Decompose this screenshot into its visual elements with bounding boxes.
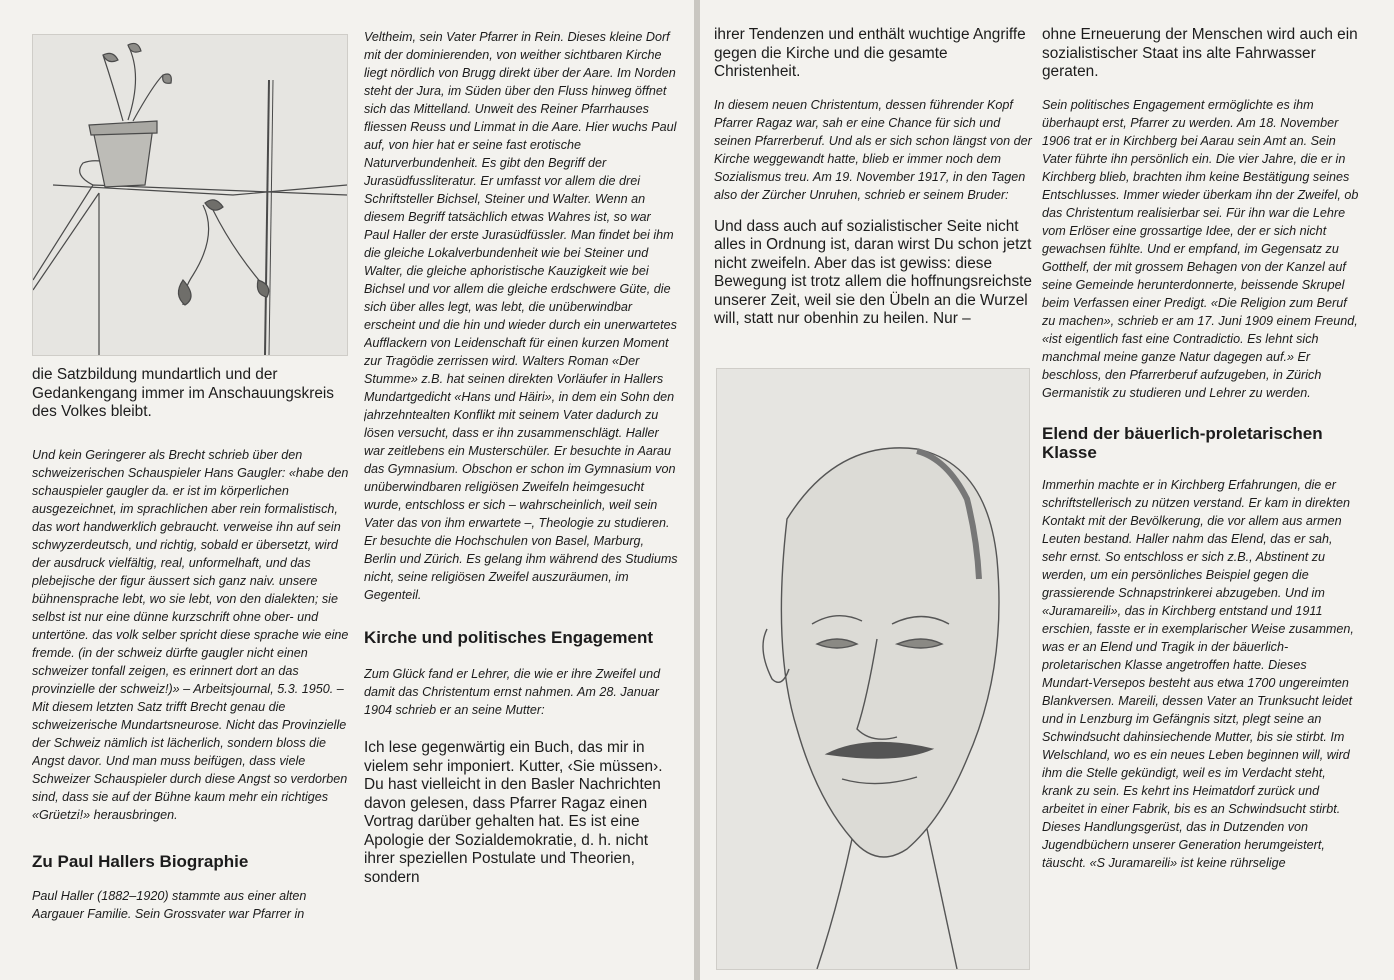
heading-elend: Elend der bäuerlich-proletarischen Klasse (1042, 423, 1323, 462)
heading-biographie: Zu Paul Hallers Biographie (32, 851, 249, 871)
right-column-2 (1042, 26, 1360, 976)
juramareili-paragraph: Immerhin machte er in Kirchberg Erfahrungen, die er schriftstellerisch zu nützen verstand. Er kam in direkten Kontakt mit der Bevölkerung, die vor allem aus armen Leuten bestand. Haller nahm das Elend, das er sah, sehr ernst. So entschloss er sich z.B., Abstinent zu werden, um ein persönliches Beispiel gegen die grassierende Schnapstrinkerei abzugeben. Und im «Juramareili», das in Kirchberg entstand und 1911 erschien, fasste er in exemplarischer Weise zusammen, was er an Elend und Tragik in der bäuerlich-proletarischen Klasse angetroffen hatte. Dieses Mundart-Versepos besteht aus etwa 1700 ungereimten Blankversen. Mareili, dessen Vater an Trunksucht leidet und in Lenzburg im Gefängnis sitzt, plegt seine an Schwindsucht dahinsiechende Mutter, bis sie stirbt. Im Welschland, wo es ein neues Leben beginnen will, wird ihm die Stelle gekündigt, weil es im Verdacht steht, krank zu sein. Es kehrt ins Heimatdorf zurück und arbeitet in einer Fabrik, bis es an Schwindsucht stirbt. Dieses Handlungsgerüst, das in Dutzenden von Jugendbüchern unserer Generation herumgeistert, täuscht. «S Juramareili» ist keine rührselige (1042, 477, 1354, 870)
caption-continuation: die Satzbildung mundartlich und der Gedankengang immer im Anschauungskreis des Volkes bleibt. (32, 366, 334, 420)
flowerpot-drawing-icon (33, 35, 347, 355)
ragaz-paragraph: In diesem neuen Christentum, dessen führender Kopf Pfarrer Ragaz war, sah er eine Chance für sich und seinen Pfarrerberuf. Und als er sich schon längst von der Kirche weggewandt hatte, blieb er immer noch dem Sozialismus treu. Am 19. November 1917, in den Tagen also der Zürcher Unruhen, schrieb er seinem Bruder: (714, 97, 1032, 202)
brecht-paragraph: Und kein Geringerer als Brecht schrieb über den schweizerischen Schauspieler Hans Gaugler: «habe den schauspieler gaugler da. er ist im körperlichen ausgezeichnet, im sprachlichen aber rein formalistisch, das wort handwerklich gebraucht. verweise ihn auf sein schwyzerdeutsch, und richtig, sobald er übersetzt, wird der ausdruck vielfältig, real, unformelhaft, und das plebejische der figur äussert sich ganz naiv. unsere bühnensprache lebt, wo sie lebt, von den dialekten; sie selbst ist nur eine dünne kurzschrift ohne ober- und untertöne. das volk selber spricht diese sprache wie eine fremde. (in der schweiz dürfte gaugler nicht einen schweizer tonfall zeigen, es erinnert dort an das provinzielle der schweiz!)» – Arbeitsjournal, 5.3. 1950. – Mit diesem letzten Satz trifft Brecht genau die schweizerische Mundartsneurose. Nicht das Provinzielle der Schweiz nämlich ist lächerlich, sondern bloss die Angst davor. Und man muss beifügen, dass viele Schweizer Schauspieler durch diese Angst so verdorben sind, dass sie auf der Bühne kaum mehr ein richtiges «Grüetzi!» herausbringen. (32, 447, 349, 822)
biography-start: Paul Haller (1882–1920) stammte aus einer alten Aargauer Familie. Sein Grossvater war Pfarrer in (32, 888, 307, 921)
right-page (700, 0, 1394, 980)
left-column-2 (364, 28, 678, 978)
biography-continuation: Veltheim, sein Vater Pfarrer in Rein. Dieses kleine Dorf mit der dominierenden, von weither sichtbaren Kirche liegt nördlich von Brugg direkt über der Aare. Im Norden steht der Jura, im Süden über den Fluss hinweg öffnet sich das Mittelland. Unweit des Reiner Pfarrhauses fliessen Reuss und Limmat in die Aare. Hier wuchs Paul auf, von hier hat er seine fast erotische Naturverbundenheit. Es gibt den Begriff der Jurasüdfussliteratur. Er umfasst vor allem die drei Schriftsteller Bichsel, Steiner und Walter. Wenn an diesem Begriff tatsächlich etwas Wahres ist, so war Paul Haller der erste Jurasüdfüssler. Man findet bei ihm die gleiche Lokalverbundenheit wie bei Steiner und Walter, die gleiche aphoristische Kauzigkeit wie bei Bichsel und vor allem die gleiche erdschwere Güte, die sich über alles legt, was lebt, die unüberwindbar erscheint und die hin und wieder durch ein unerwartetes Aufflackern von Leidenschaft für einen kurzen Moment zur Tragödie zerrissen wird. Walters Roman «Der Stumme» z.B. hat seinen direkten Vorläufer in Hallers Mundartgedicht «Hans und Häiri», in dem ein Sohn den jahrzehntealten Konflikt mit seinem Vater dadurch zu lösen versucht, dass er ihn zusammenschlägt. Haller war zeitlebens ein Musterschüler. Er besuchte in Aarau das Gymnasium. Obschon er schon im Gymnasium von unüberwindbaren religiösen Zweifeln heimgesucht wurde, entschloss er sich – wahrscheinlich, weil sein Vater das von ihm erwartete –, Theologie zu studieren. Er besuchte die Hochschulen von Basel, Marburg, Berlin und Zürich. Es gelang ihm während des Studiums nicht, seine religiösen Zweifel auszuräumen, im Gegenteil. (364, 30, 678, 602)
heading-kirche: Kirche und politisches Engagement (364, 628, 654, 647)
left-column-1 (32, 366, 350, 966)
portrait-drawing-icon (717, 369, 1029, 969)
kirchberg-paragraph: Sein politisches Engagement ermöglichte es ihm überhaupt erst, Pfarrer zu werden. Am 18. November 1906 trat er in Kirchberg bei Aarau sein Amt an. Sein Vater führte ihn persönlich ein. Die vier Jahre, die er in Kirchberg blieb, brachten ihm keine Bestätigung seines Entschlusses. Immer wieder überkam ihn der Zweifel, ob das Christentum realisierbar sei. Für ihn war die Lehre vom Erlöser eine grossartige Idee, der er sich nicht gewachsen fühlte. Und er empfand, im Gegensatz zu Gotthelf, der mit grossem Behagen von der Kanzel auf seine Gemeinde herunterdonnerte, beissende Skrupel beim Verfassen einer Predigt. «Die Religion zum Beruf zu machen», schrieb er am 17. Juni 1909 einem Freund, «ist eigentlich fast eine Contradictio. Es lehnt sich manchmal meine ganze Natur dagegen auf.» Er beschloss, den Pfarrerberuf aufzugeben, in Zürich Germanistik zu studieren und Lehrer zu werden. (1042, 97, 1359, 400)
left-page (0, 0, 694, 980)
brother-letter-quote: Und dass auch auf sozialistischer Seite nicht alles in Ordnung ist, daran wirst Du schon jetzt nicht zweifeln. Aber das ist gewiss: diese Bewegung ist trotz allem die hoffnungsreichste unserer Zeit, weil sie den Übeln an die Wurzel will, statt nur obenhin zu heilen. Nur – (714, 217, 1032, 327)
still-life-sketch (32, 34, 348, 356)
quote-end: ohne Erneuerung der Menschen wird auch ein sozialistischer Staat ins alte Fahrwasser geraten. (1042, 26, 1358, 80)
letter-quote: Ich lese gegenwärtig ein Buch, das mir in vielem sehr imponiert. Kutter, ‹Sie müssen›. Du hast vielleicht in den Basler Nachrichten davon gelesen, dass Pfarrer Ragaz einen Vortrag darüber gehalten hat. Es ist eine Apologie der Sozialdemokratie, d. h. nicht ihrer speziellen Postulate und Theorien, sondern (364, 739, 663, 886)
portrait-sketch (716, 368, 1030, 970)
quote-continuation: ihrer Tendenzen und enthält wuchtige Angriffe gegen die Kirche und die gesamte Christenheit. (714, 26, 1026, 80)
right-column-1 (714, 26, 1034, 356)
letter-intro: Zum Glück fand er Lehrer, die wie er ihre Zweifel und damit das Christentum ernst nahmen. Am 28. Januar 1904 schrieb er an seine Mutter: (364, 667, 661, 717)
